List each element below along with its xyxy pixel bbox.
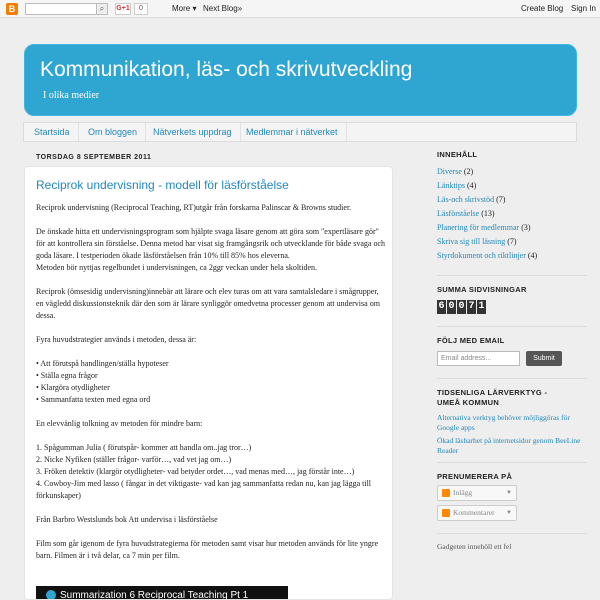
- label-count: (7): [496, 195, 506, 204]
- posts-feed-button[interactable]: [437, 485, 517, 501]
- list-item: • Sammanfatta texten med egna ord: [36, 395, 151, 404]
- comments-feed-button[interactable]: [437, 505, 517, 521]
- pageview-counter: [437, 300, 587, 314]
- list-item: • Att förutspå handlingen/ställa hypoteser: [36, 359, 169, 368]
- blog-post: [24, 166, 393, 600]
- post-paragraph: De önskade hitta ett undervisningsprogram som hjälpte svaga läsare genom att göra som "expertläsare gör" för att kontrollera sin förståelse. Denna metod har visat sig framgångsrik och utvecklande för både svaga och goda läsare. I testperioden ökade läsförståelsen från 10% till 85% hos eleverna.: [36, 227, 385, 260]
- strategy-list: [36, 358, 388, 406]
- list-item: [437, 249, 587, 263]
- counter-digit: 7: [468, 301, 475, 312]
- post-paragraph: Fyra huvudstrategier används i metoden, dessa är:: [36, 335, 197, 344]
- post-paragraph: Reciprok (ömsesidig undervisning)innebär att lärare och elev turas om att vara samtalsledare i smågrupper, en vägledd diskussionsteknik där den som är lärare synliggör omedvetna processer genom att undervisa om dessa.: [36, 287, 380, 320]
- label-link[interactable]: Styrdokument och riktlinjer: [437, 251, 526, 260]
- chevron-down-icon: ▼: [506, 490, 512, 496]
- post-paragraph: Metoden bör nyttjas regelbundet i undervisningen, ca 2ggr veckan under hela skoltiden.: [36, 263, 318, 272]
- list-item: 1. Spågumman Julia ( förutspår- kommer att handla om..jag tror…): [36, 443, 252, 452]
- list-item[interactable]: Ökad läsbarhet på internetsidor genom BeeLine Reader: [437, 436, 581, 455]
- list-item: [437, 221, 587, 235]
- counter-digit: 0: [448, 301, 455, 312]
- video-title[interactable]: Summarization 6 Reciprocal Teaching Pt 1: [60, 590, 249, 600]
- post-paragraph: En elevvänlig tolkning av metoden för mindre barn:: [36, 419, 203, 428]
- post-paragraph: Reciprok undervisning (Reciprocal Teaching, RT)utgår från forskarna Palinscar & Browns studier.: [36, 203, 352, 212]
- subscribe-widget-title: PRENUMERERA PÅ: [437, 472, 513, 481]
- labels-widget-title: INNEHÅLL: [437, 150, 478, 159]
- page-tabs: [23, 122, 577, 142]
- counter-digit: 1: [478, 301, 485, 312]
- post-paragraph: Från Barbro Westslunds bok Att undervisa i läsförståelse: [36, 515, 218, 524]
- search-icon[interactable]: ⌕: [96, 3, 108, 15]
- label-count: (4): [527, 251, 538, 260]
- tab-natverkets-uppdrag[interactable]: Nätverkets uppdrag: [145, 123, 241, 141]
- tab-om-bloggen[interactable]: Om bloggen: [80, 123, 146, 141]
- email-subscribe-form: [437, 351, 587, 366]
- gplus-button[interactable]: G+1: [115, 3, 131, 15]
- feed-label: Inlägg: [453, 488, 473, 497]
- counter-digit: 0: [458, 301, 465, 312]
- list-item[interactable]: Alternativa verktyg behöver möjliggöras för Google apps: [437, 413, 570, 432]
- create-blog-link[interactable]: Create Blog: [521, 4, 564, 13]
- child-strategy-list: [36, 442, 388, 502]
- sidebar: [437, 150, 587, 551]
- channel-avatar-icon: [46, 590, 56, 600]
- gadget-error-text: Gadgeten innehöll ett fel: [437, 542, 512, 551]
- post-title[interactable]: Reciprok undervisning - modell för läsförståelse: [36, 178, 289, 192]
- divider: [437, 275, 587, 276]
- list-item: 2. Nicke Nyfiken (ställer frågor- varför…, vad vet jag om…): [36, 455, 232, 464]
- list-item: [437, 179, 587, 193]
- label-count: (4): [467, 181, 477, 190]
- label-count: (3): [521, 223, 531, 232]
- video-embed[interactable]: [36, 586, 288, 600]
- blog-description: I olika medier: [43, 90, 100, 101]
- rss-icon: [442, 509, 450, 517]
- post-body: [36, 202, 388, 574]
- list-item: • Ställa egna frågor: [36, 371, 98, 380]
- label-count: (7): [507, 237, 517, 246]
- list-item: 3. Fröken detektiv (klargör otydligheter- vad betyder ordet…, vad menas med…, jag förstår inte…): [36, 467, 355, 476]
- divider: [437, 533, 587, 534]
- pageviews-widget-title: SUMMA SIDVISNINGAR: [437, 285, 527, 294]
- list-item: [437, 193, 587, 207]
- divider: [437, 378, 587, 379]
- chevron-down-icon: ▼: [506, 510, 512, 516]
- label-link[interactable]: Skriva sig till läsning: [437, 237, 506, 246]
- post-paragraph: Film som går igenom de fyra huvudstrategierna för metoden samt visar hur metoden används för lite yngre barn. Filmen är i två delar, ca 7 min per film.: [36, 539, 379, 560]
- divider: [437, 462, 587, 463]
- email-input[interactable]: Email address...: [437, 351, 520, 366]
- list-item: • Klargöra otydligheter: [36, 383, 110, 392]
- timely-tools-list: [437, 413, 587, 456]
- list-item: [437, 235, 587, 249]
- label-link[interactable]: Planering för medlemmar: [437, 223, 520, 232]
- label-count: (13): [481, 209, 495, 218]
- counter-digit: 6: [438, 301, 445, 312]
- sign-in-link[interactable]: Sign In: [571, 4, 596, 13]
- label-count: (2): [463, 167, 474, 176]
- blogger-navbar: [0, 0, 600, 18]
- blog-title[interactable]: Kommunikation, läs- och skrivutveckling: [40, 58, 413, 81]
- post-date: TORSDAG 8 SEPTEMBER 2011: [36, 154, 152, 161]
- plus-count: 0: [134, 3, 148, 15]
- submit-button[interactable]: Submit: [526, 351, 562, 366]
- follow-email-widget-title: FÖLJ MED EMAIL: [437, 336, 505, 345]
- list-item: 4. Cowboy-Jim med lasso ( fångar in det viktigaste- vad kan jag sammanfatta redan nu, kan jag lägga till förkunskaper): [36, 479, 372, 500]
- more-menu[interactable]: More ▾: [172, 4, 197, 13]
- labels-list: [437, 165, 587, 263]
- tab-medlemmar[interactable]: Medlemmar i nätverket: [238, 123, 347, 141]
- navbar-search-input[interactable]: [25, 3, 107, 15]
- feed-label: Kommentarer: [453, 508, 495, 517]
- timely-tools-widget-title: TIDSENLIGA LÄRVERKTYG - UMEÅ KOMMUN: [437, 388, 548, 407]
- blogger-logo-icon[interactable]: B: [6, 3, 18, 15]
- rss-icon: [442, 489, 450, 497]
- list-item: [437, 207, 587, 221]
- divider: [437, 326, 587, 327]
- label-link[interactable]: Läs-och skrivstöd: [437, 195, 495, 204]
- label-link[interactable]: Diverse: [437, 167, 462, 176]
- label-link[interactable]: Läsförståelse: [437, 209, 480, 218]
- tab-startsida[interactable]: Startsida: [26, 123, 79, 141]
- label-link[interactable]: Länktips: [437, 181, 465, 190]
- next-blog-link[interactable]: Next Blog»: [203, 4, 243, 13]
- list-item: [437, 165, 587, 179]
